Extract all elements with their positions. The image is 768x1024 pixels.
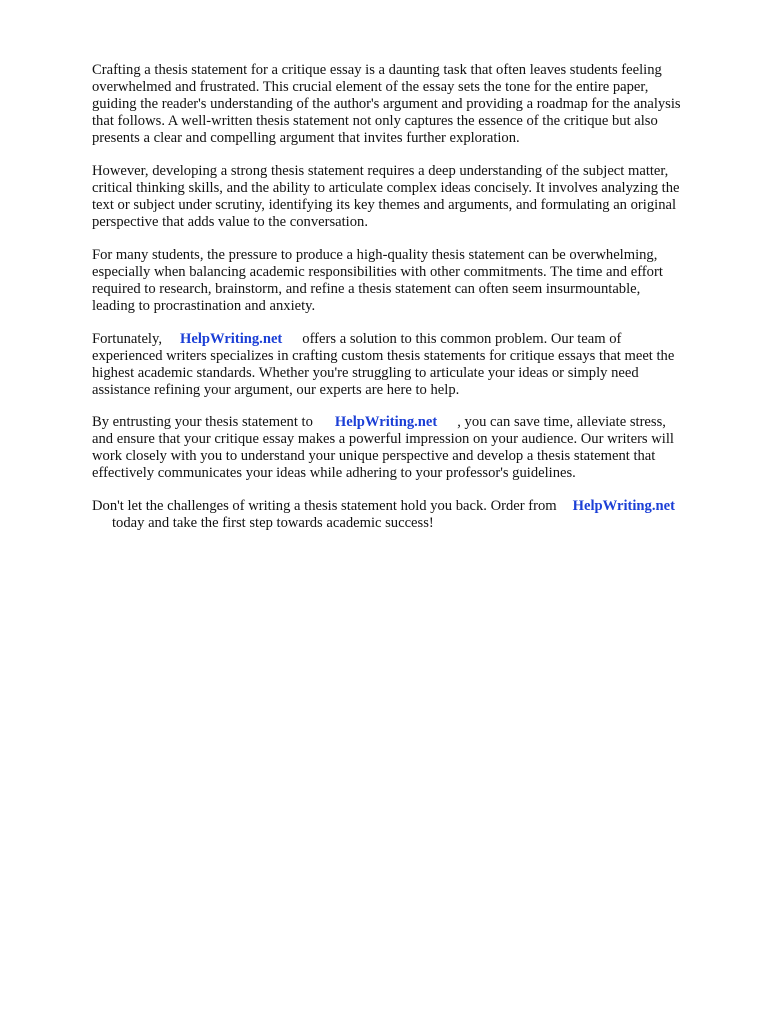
text-line: guiding the reader's understanding of the author's argument and providing a roadmap for the analysis xyxy=(92,96,681,112)
text-line: presents a clear and compelling argument that invites further exploration. xyxy=(92,130,520,146)
text-line: assistance refining your argument, our experts are here to help. xyxy=(92,382,460,398)
text-line: text or subject under scrutiny, identifying its key themes and arguments, and formulating an original xyxy=(92,197,677,213)
text-fragment: By entrusting your thesis statement to xyxy=(92,414,313,430)
text-line-with-link xyxy=(92,331,732,348)
text-line: required to research, brainstorm, and refine a thesis statement can often seem insurmountable, xyxy=(92,281,641,297)
text-line: critical thinking skills, and the ability to articulate complex ideas concisely. It involves analyzing the xyxy=(92,180,680,196)
text-line: However, developing a strong thesis statement requires a deep understanding of the subject matter, xyxy=(92,163,669,179)
text-line: work closely with you to understand your unique perspective and develop a thesis statement that xyxy=(92,448,656,464)
paragraph-solution xyxy=(92,331,732,399)
paragraph-pressure xyxy=(92,247,732,315)
text-line: that follows. A well-written thesis statement not only captures the essence of the critique but also xyxy=(92,113,658,129)
text-line: overwhelmed and frustrated. This crucial element of the essay sets the tone for the entire paper, xyxy=(92,79,649,95)
text-line: and ensure that your critique essay makes a powerful impression on your audience. Our writers will xyxy=(92,431,674,447)
text-line: leading to procrastination and anxiety. xyxy=(92,298,316,314)
text-line-with-link xyxy=(92,498,732,515)
text-line: Crafting a thesis statement for a critique essay is a daunting task that often leaves students feeling xyxy=(92,62,662,78)
text-line: perspective that adds value to the conversation. xyxy=(92,214,368,230)
text-line: For many students, the pressure to produce a high-quality thesis statement can be overwhelming, xyxy=(92,247,658,263)
text-line: especially when balancing academic responsibilities with other commitments. The time and effort xyxy=(92,264,663,280)
text-fragment: Don't let the challenges of writing a thesis statement hold you back. Order from xyxy=(92,498,557,514)
helpwriting-link[interactable]: HelpWriting.net xyxy=(572,498,675,514)
paragraph-intro xyxy=(92,62,732,147)
text-line-with-link xyxy=(92,414,732,431)
helpwriting-link[interactable]: HelpWriting.net xyxy=(334,414,438,430)
text-fragment: offers a solution to this common problem. Our team of xyxy=(302,331,622,347)
text-line xyxy=(92,515,732,532)
helpwriting-link[interactable]: HelpWriting.net xyxy=(179,331,283,347)
paragraph-requirements xyxy=(92,163,732,231)
text-fragment: , you can save time, alleviate stress, xyxy=(457,414,666,430)
text-fragment: Fortunately, xyxy=(92,331,162,347)
text-line: highest academic standards. Whether you're struggling to articulate your ideas or simply need xyxy=(92,365,639,381)
paragraph-call-to-action xyxy=(92,498,732,532)
paragraph-benefits xyxy=(92,414,732,482)
text-line: experienced writers specializes in crafting custom thesis statements for critique essays that meet the xyxy=(92,348,675,364)
text-fragment: today and take the first step towards academic success! xyxy=(112,515,434,531)
text-line: effectively communicates your ideas while adhering to your professor's guidelines. xyxy=(92,465,576,481)
